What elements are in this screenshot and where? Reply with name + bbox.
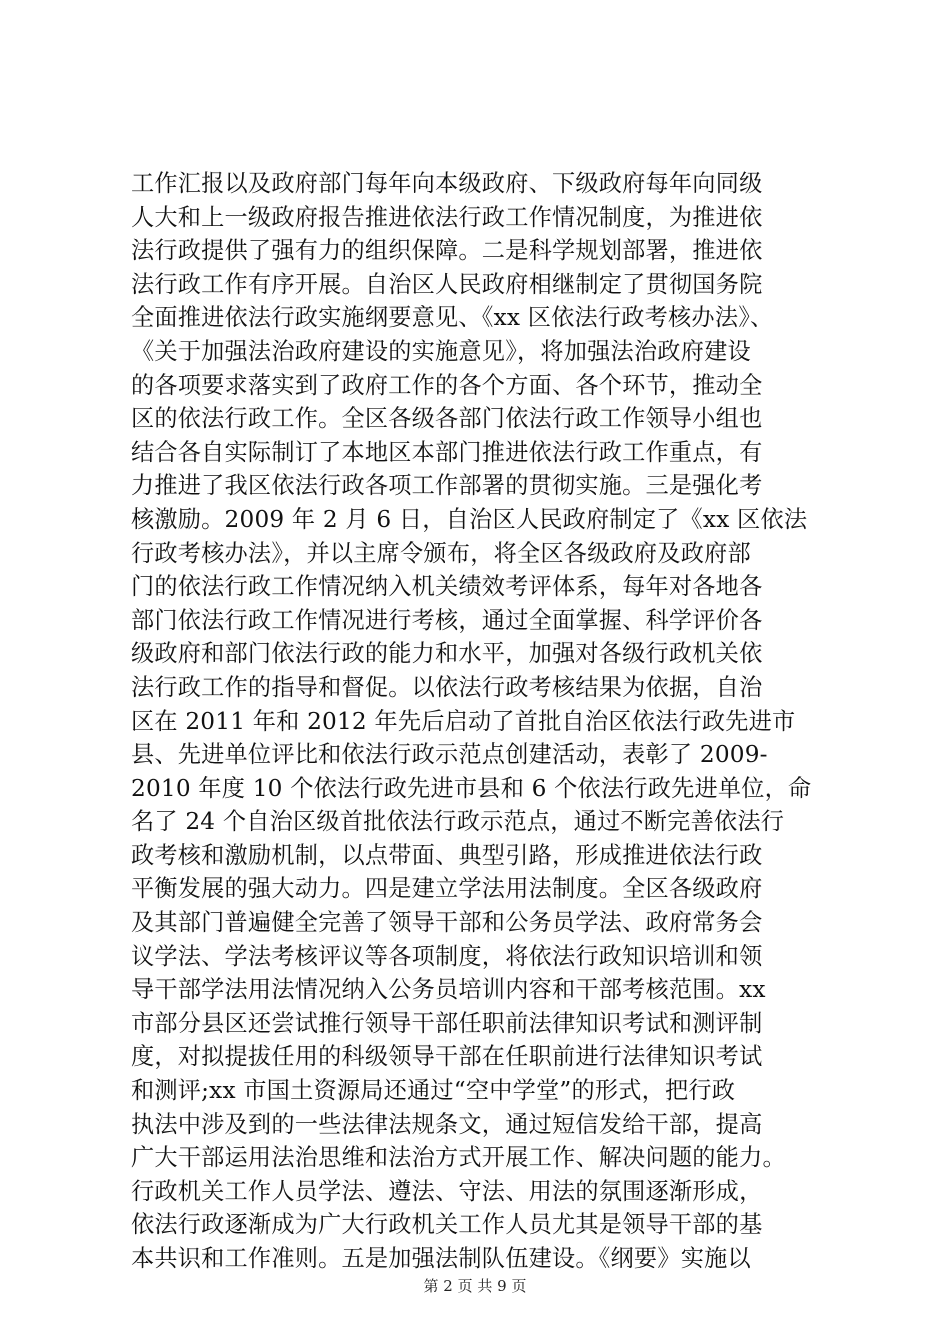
text-line: 依法行政逐渐成为广大行政机关工作人员尤其是领导干部的基: [131, 1211, 763, 1239]
text-line: 门的依法行政工作情况纳入机关绩效考评体系，每年对各地各: [131, 573, 763, 601]
text-line: 议学法、学法考核评议等各项制度，将依法行政知识培训和领: [131, 942, 763, 970]
text-line: 度，对拟提拔任用的科级领导干部在任职前进行法律知识考试: [131, 1043, 763, 1071]
text-line: 区的依法行政工作。全区各级各部门依法行政工作领导小组也: [131, 405, 763, 433]
text-line: 市部分县区还尝试推行领导干部任职前法律知识考试和测评制: [131, 1009, 763, 1037]
text-line: 和测评;xx 市国土资源局还通过“空中学堂”的形式，把行政: [131, 1077, 736, 1105]
text-line: 县、先进单位评比和依法行政示范点创建活动，表彰了 2009-: [131, 741, 768, 769]
text-line: 平衡发展的强大动力。四是建立学法用法制度。全区各级政府: [131, 875, 763, 903]
text-line: 行政考核办法》，并以主席令颁布，将全区各级政府及政府部: [131, 539, 751, 567]
text-line: 核激励。2009 年 2 月 6 日，自治区人民政府制定了《xx 区依法: [131, 505, 808, 533]
text-line: 全面推进依法行政实施纲要意见、《xx 区依法行政考核办法》、: [131, 304, 774, 332]
text-line: 名了 24 个自治区级首批依法行政示范点，通过不断完善依法行: [131, 808, 785, 836]
text-line: 政考核和激励机制，以点带面、典型引路，形成推进依法行政: [131, 841, 763, 869]
text-line: 法行政提供了强有力的组织保障。二是科学规划部署，推进依: [131, 237, 763, 265]
text-line: 级政府和部门依法行政的能力和水平，加强对各级行政机关依: [131, 640, 763, 668]
text-line: 法行政工作的指导和督促。以依法行政考核结果为依据，自治: [131, 673, 763, 701]
text-line: 行政机关工作人员学法、遵法、守法、用法的氛围逐渐形成，: [131, 1177, 763, 1205]
text-line: 区在 2011 年和 2012 年先后启动了首批自治区依法行政先进市: [131, 707, 796, 735]
text-line: 力推进了我区依法行政各项工作部署的贯彻实施。三是强化考: [131, 472, 763, 500]
text-line: 本共识和工作准则。五是加强法制队伍建设。《纲要》实施以: [131, 1245, 751, 1272]
text-line: 执法中涉及到的一些法律法规条文，通过短信发给干部，提高: [131, 1110, 763, 1138]
text-line: 2010 年度 10 个依法行政先进市县和 6 个依法行政先进单位，命: [131, 774, 812, 802]
text-line: 导干部学法用法情况纳入公务员培训内容和干部考核范围。xx: [131, 976, 766, 1004]
text-line: 及其部门普遍健全完善了领导干部和公务员学法、政府常务会: [131, 909, 763, 937]
text-line: 法行政工作有序开展。自治区人民政府相继制定了贯彻国务院: [131, 270, 763, 298]
text-line: 《关于加强法治政府建设的实施意见》，将加强法治政府建设: [131, 337, 751, 365]
body-text: [131, 167, 831, 1276]
text-line: 人大和上一级政府报告推进依法行政工作情况制度，为推进依: [131, 203, 763, 231]
page-number-footer: 第 2 页 共 9 页: [423, 1277, 527, 1295]
text-line: 的各项要求落实到了政府工作的各个方面、各个环节，推动全: [131, 371, 763, 399]
text-line: 广大干部运用法治思维和法治方式开展工作、解决问题的能力。: [131, 1144, 786, 1172]
text-line: 工作汇报以及政府部门每年向本级政府、下级政府每年向同级: [131, 170, 763, 197]
text-line: 部门依法行政工作情况进行考核，通过全面掌握、科学评价各: [131, 606, 763, 634]
text-line: 结合各自实际制订了本地区本部门推进依法行政工作重点，有: [131, 438, 763, 466]
